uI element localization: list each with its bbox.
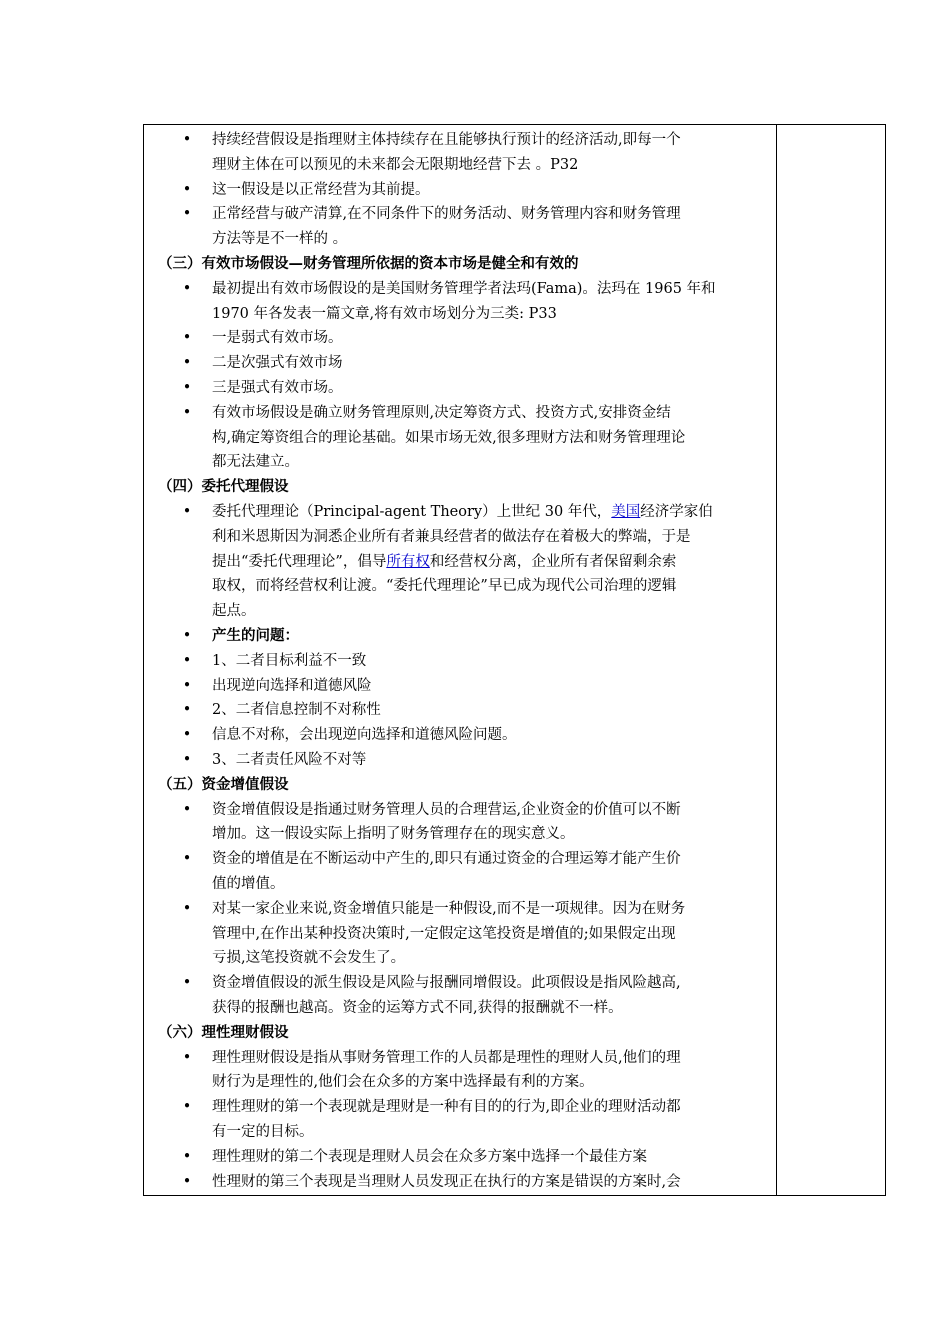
text-segment: 获得的报酬也越高。资金的运筹方式不同,获得的报酬就不一样。 <box>212 1000 623 1016</box>
item-text <box>212 698 381 722</box>
item-text <box>212 723 517 747</box>
bullet-icon: • <box>182 801 192 818</box>
item-text <box>212 971 681 995</box>
bullet-icon: • <box>182 380 192 396</box>
text-segment: 信息不对称，会出现逆向选择和道德风险问题。 <box>212 727 517 744</box>
item-text <box>212 574 676 598</box>
text-segment: 三是强式有效市场。 <box>212 380 343 396</box>
text-segment: 性理财的第三个表现是当理财人员发现正在执行的方案是错误的方案时,会 <box>212 1173 681 1190</box>
text-segment: 亏损,这笔投资就不会发生了。 <box>212 950 406 967</box>
section-heading: （四）委托代理假设 <box>158 479 289 496</box>
text-segment: 有一定的目标。 <box>212 1124 314 1140</box>
item-text <box>212 500 713 524</box>
text-segment: 委托代理理论（Principal-agent Theory）上世纪 30 年代， <box>212 504 612 520</box>
item-text <box>212 178 430 202</box>
text-segment: 都无法建立。 <box>212 454 299 471</box>
item-text <box>212 822 575 846</box>
bullet-icon: • <box>182 752 192 768</box>
text-segment: 产生的问题： <box>212 628 299 644</box>
bullet-icon: • <box>182 1049 192 1066</box>
bullet-icon: • <box>182 677 192 694</box>
text-segment: 这一假设是以正常经营为其前提。 <box>212 181 430 198</box>
item-text <box>212 450 299 474</box>
item-text <box>212 1095 681 1119</box>
text-segment: 3、二者责任风险不对等 <box>212 752 367 768</box>
document-table <box>143 124 886 1196</box>
text-segment: 有效市场假设是确立财务管理原则,决定筹资方式、投资方式,安排资金结 <box>212 404 671 421</box>
item-text <box>212 946 405 970</box>
item-text <box>212 798 681 822</box>
hyperlink[interactable]: 所有权 <box>386 553 430 570</box>
text-segment: 财行为是理性的,他们会在众多的方案中选择最有利的方案。 <box>212 1074 594 1091</box>
item-text <box>212 922 676 946</box>
text-segment: 提出“委托代理理论”，倡导 <box>212 553 387 570</box>
content-cell <box>144 125 777 1195</box>
text-segment: 1970 年各发表一篇文章,将有效市场划分为三类: P33 <box>212 305 557 322</box>
text-segment: 最初提出有效市场假设的是美国财务管理学者法玛(Fama)。法玛在 1965 年和 <box>212 280 716 297</box>
item-text <box>212 996 623 1020</box>
bullet-icon: • <box>182 1148 192 1165</box>
item-text <box>212 153 578 177</box>
bullet-icon: • <box>182 206 192 223</box>
item-text <box>212 599 256 623</box>
bullet-icon: • <box>182 280 192 297</box>
item-text <box>212 1170 681 1194</box>
section-heading: （六）理性理财假设 <box>158 1024 289 1041</box>
item-text <box>212 1120 314 1144</box>
item-text <box>212 1046 681 1070</box>
item-text <box>212 525 691 549</box>
bullet-icon: • <box>182 181 192 198</box>
item-text <box>212 897 685 921</box>
text-segment: 二是次强式有效市场 <box>212 355 343 372</box>
text-segment: 资金增值假设的派生假设是风险与报酬同增假设。此项假设是指风险越高, <box>212 975 681 992</box>
bullet-icon: • <box>182 628 192 644</box>
bullet-icon: • <box>182 851 192 868</box>
item-text <box>212 872 285 896</box>
text-segment: 构,确定筹资组合的理论基础。如果市场无效,很多理财方法和财务管理理论 <box>212 429 686 446</box>
bullet-icon: • <box>182 1099 192 1116</box>
item-text <box>212 847 681 871</box>
text-segment: 理性理财假设是指从事财务管理工作的人员都是理性的理财人员,他们的理 <box>212 1049 681 1066</box>
item-text <box>212 649 366 673</box>
side-cell <box>777 125 885 1195</box>
item-text <box>212 277 716 301</box>
text-segment: 资金增值假设是指通过财务管理人员的合理营运,企业资金的价值可以不断 <box>212 801 681 818</box>
bullet-icon: • <box>182 975 192 992</box>
bullet-icon: • <box>182 504 192 520</box>
item-text <box>212 227 347 251</box>
item-text <box>212 550 676 574</box>
item-text <box>212 1145 647 1169</box>
bullet-icon: • <box>182 900 192 917</box>
section-heading: （五）资金增值假设 <box>158 776 289 793</box>
item-text <box>212 1070 594 1094</box>
item-text <box>212 128 681 152</box>
item-text <box>212 202 681 226</box>
text-segment: 理财主体在可以预见的未来都会无限期地经营下去 。P32 <box>212 156 579 173</box>
text-segment: 一是弱式有效市场。 <box>212 330 343 347</box>
text-segment: 理性理财的第二个表现是理财人员会在众多方案中选择一个最佳方案 <box>212 1148 647 1165</box>
text-segment: 值的增值。 <box>212 876 285 892</box>
item-text <box>212 624 299 648</box>
bullet-icon: • <box>182 330 192 347</box>
text-segment: 正常经营与破产清算,在不同条件下的财务活动、财务管理内容和财务管理 <box>212 206 681 223</box>
text-segment: 取权，而将经营权利让渡。“委托代理理论”早已成为现代公司治理的逻辑 <box>212 578 677 595</box>
text-segment: 经济学家伯 <box>640 504 713 520</box>
bullet-icon: • <box>182 355 192 372</box>
text-segment: 持续经营假设是指理财主体持续存在且能够执行预计的经济活动,即每一个 <box>212 132 681 148</box>
text-segment: 对某一家企业来说,资金增值只能是一种假设,而不是一项规律。因为在财务 <box>212 900 686 917</box>
text-segment: 出现逆向选择和道德风险 <box>212 677 372 694</box>
item-text <box>212 376 343 400</box>
item-text <box>212 326 343 350</box>
text-segment: 方法等是不一样的 。 <box>212 231 348 248</box>
bullet-icon: • <box>182 132 192 148</box>
hyperlink[interactable]: 美国 <box>611 504 641 520</box>
text-segment: 资金的增值是在不断运动中产生的,即只有通过资金的合理运筹才能产生价 <box>212 851 681 868</box>
bullet-icon: • <box>182 404 192 421</box>
item-text <box>212 302 557 326</box>
text-segment: 2、二者信息控制不对称性 <box>212 702 381 719</box>
bullet-icon: • <box>182 702 192 719</box>
item-text <box>212 351 343 375</box>
text-segment: 利和米恩斯因为洞悉企业所有者兼具经营者的做法存在着极大的弊端，于是 <box>212 528 691 545</box>
bullet-icon: • <box>182 727 192 744</box>
item-text <box>212 748 366 772</box>
text-segment: 增加。这一假设实际上指明了财务管理存在的现实意义。 <box>212 826 575 843</box>
text-segment: 管理中,在作出某种投资决策时,一定假定这笔投资是增值的;如果假定出现 <box>212 925 676 942</box>
bullet-icon: • <box>182 652 192 669</box>
item-text <box>212 674 372 698</box>
bullet-icon: • <box>182 1173 192 1190</box>
section-heading: （三）有效市场假设—财务管理所依据的资本市场是健全和有效的 <box>158 256 579 272</box>
text-segment: 1、二者目标利益不一致 <box>212 652 367 669</box>
text-segment: 理性理财的第一个表现就是理财是一种有目的的行为,即企业的理财活动都 <box>212 1099 681 1116</box>
text-segment: 起点。 <box>212 603 256 620</box>
item-text <box>212 401 671 425</box>
item-text <box>212 426 685 450</box>
text-segment: 和经营权分离，企业所有者保留剩余索 <box>429 553 677 570</box>
